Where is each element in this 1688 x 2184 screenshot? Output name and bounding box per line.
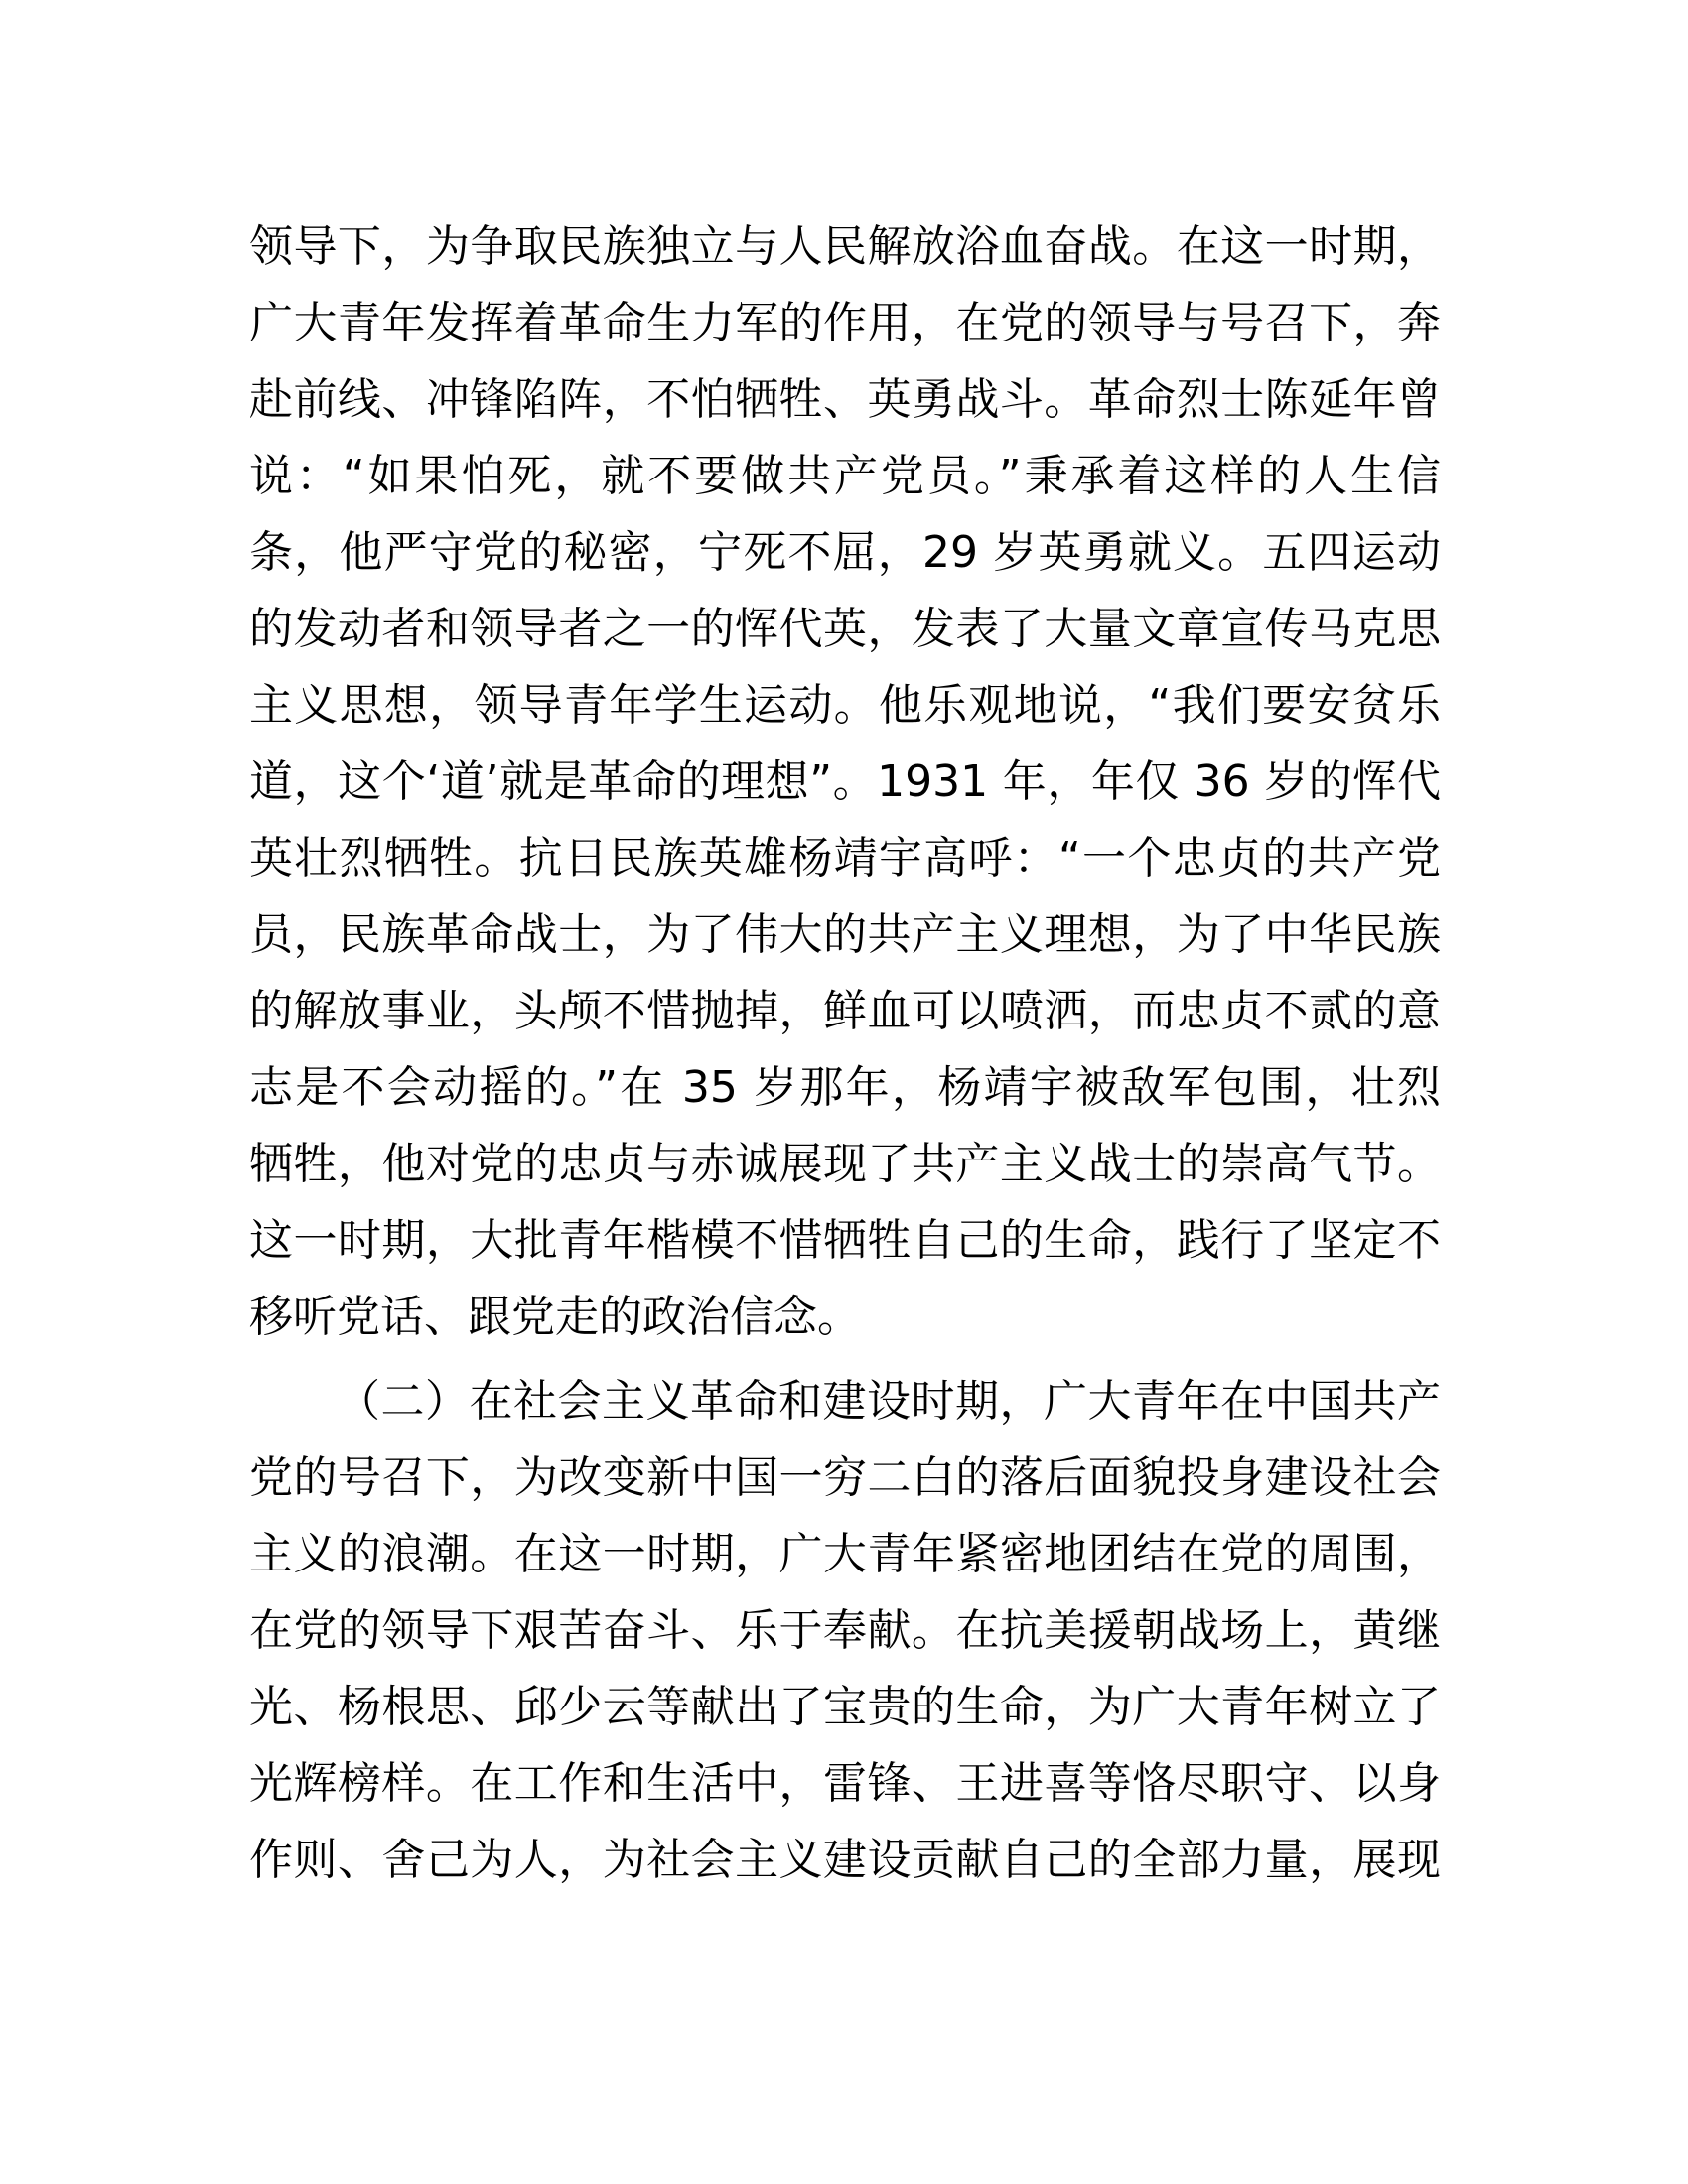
paragraph-2 xyxy=(249,1363,1441,1898)
text-line: 说：“如果怕死，就不要做共产党员。”秉承着这样的人生信 xyxy=(249,451,1441,501)
text-line: 员，民族革命战士，为了伟大的共产主义理想，为了中华民族 xyxy=(249,909,1441,960)
text-line: 作则、舍己为人，为社会主义建设贡献自己的全部力量，展现 xyxy=(249,1835,1441,1885)
text-line: 英壮烈牺牲。抗日民族英雄杨靖宇高呼：“一个忠贞的共产党 xyxy=(249,833,1441,884)
text-line: 光辉榜样。在工作和生活中，雷锋、王进喜等恪尽职守、以身 xyxy=(249,1758,1441,1809)
text-line: 广大青年发挥着革命生力军的作用，在党的领导与号召下，奔 xyxy=(249,298,1441,348)
text-line: 党的号召下，为改变新中国一穷二白的落后面貌投身建设社会 xyxy=(249,1452,1441,1503)
text-line: 这一时期，大批青年楷模不惜牺牲自己的生命，践行了坚定不 xyxy=(249,1215,1441,1266)
text-line: 主义的浪潮。在这一时期，广大青年紧密地团结在党的周围， xyxy=(249,1529,1441,1579)
paragraph-1 xyxy=(249,208,1441,1355)
text-line: 道，这个‘道’就是革命的理想”。1931 年，年仅 36 岁的恽代 xyxy=(249,756,1441,807)
text-line: 牺牲，他对党的忠贞与赤诚展现了共产主义战士的崇高气节。 xyxy=(249,1139,1441,1189)
text-line: 志是不会动摇的。”在 35 岁那年，杨靖宇被敌军包围，壮烈 xyxy=(249,1062,1441,1113)
text-line: 的解放事业，头颅不惜抛掉，鲜血可以喷洒，而忠贞不贰的意 xyxy=(249,986,1441,1036)
text-line: 赴前线、冲锋陷阵，不怕牺牲、英勇战斗。革命烈士陈延年曾 xyxy=(249,374,1441,425)
text-line: 移听党话、跟党走的政治信念。 xyxy=(249,1292,861,1342)
text-line: 的发动者和领导者之一的恽代英，发表了大量文章宣传马克思 xyxy=(249,604,1441,654)
text-line: 主义思想，领导青年学生运动。他乐观地说，“我们要安贫乐 xyxy=(249,680,1441,731)
text-line: 在党的领导下艰苦奋斗、乐于奉献。在抗美援朝战场上，黄继 xyxy=(249,1605,1441,1656)
paragraph-spacer xyxy=(249,1355,1441,1363)
text-line: 条，他严守党的秘密，宁死不屈，29 岁英勇就义。五四运动 xyxy=(249,527,1441,578)
body-text xyxy=(249,208,1441,1898)
text-line: （二）在社会主义革命和建设时期，广大青年在中国共产 xyxy=(337,1376,1441,1427)
text-line: 领导下，为争取民族独立与人民解放浴血奋战。在这一时期， xyxy=(249,221,1441,272)
text-line: 光、杨根思、邱少云等献出了宝贵的生命，为广大青年树立了 xyxy=(249,1682,1441,1732)
